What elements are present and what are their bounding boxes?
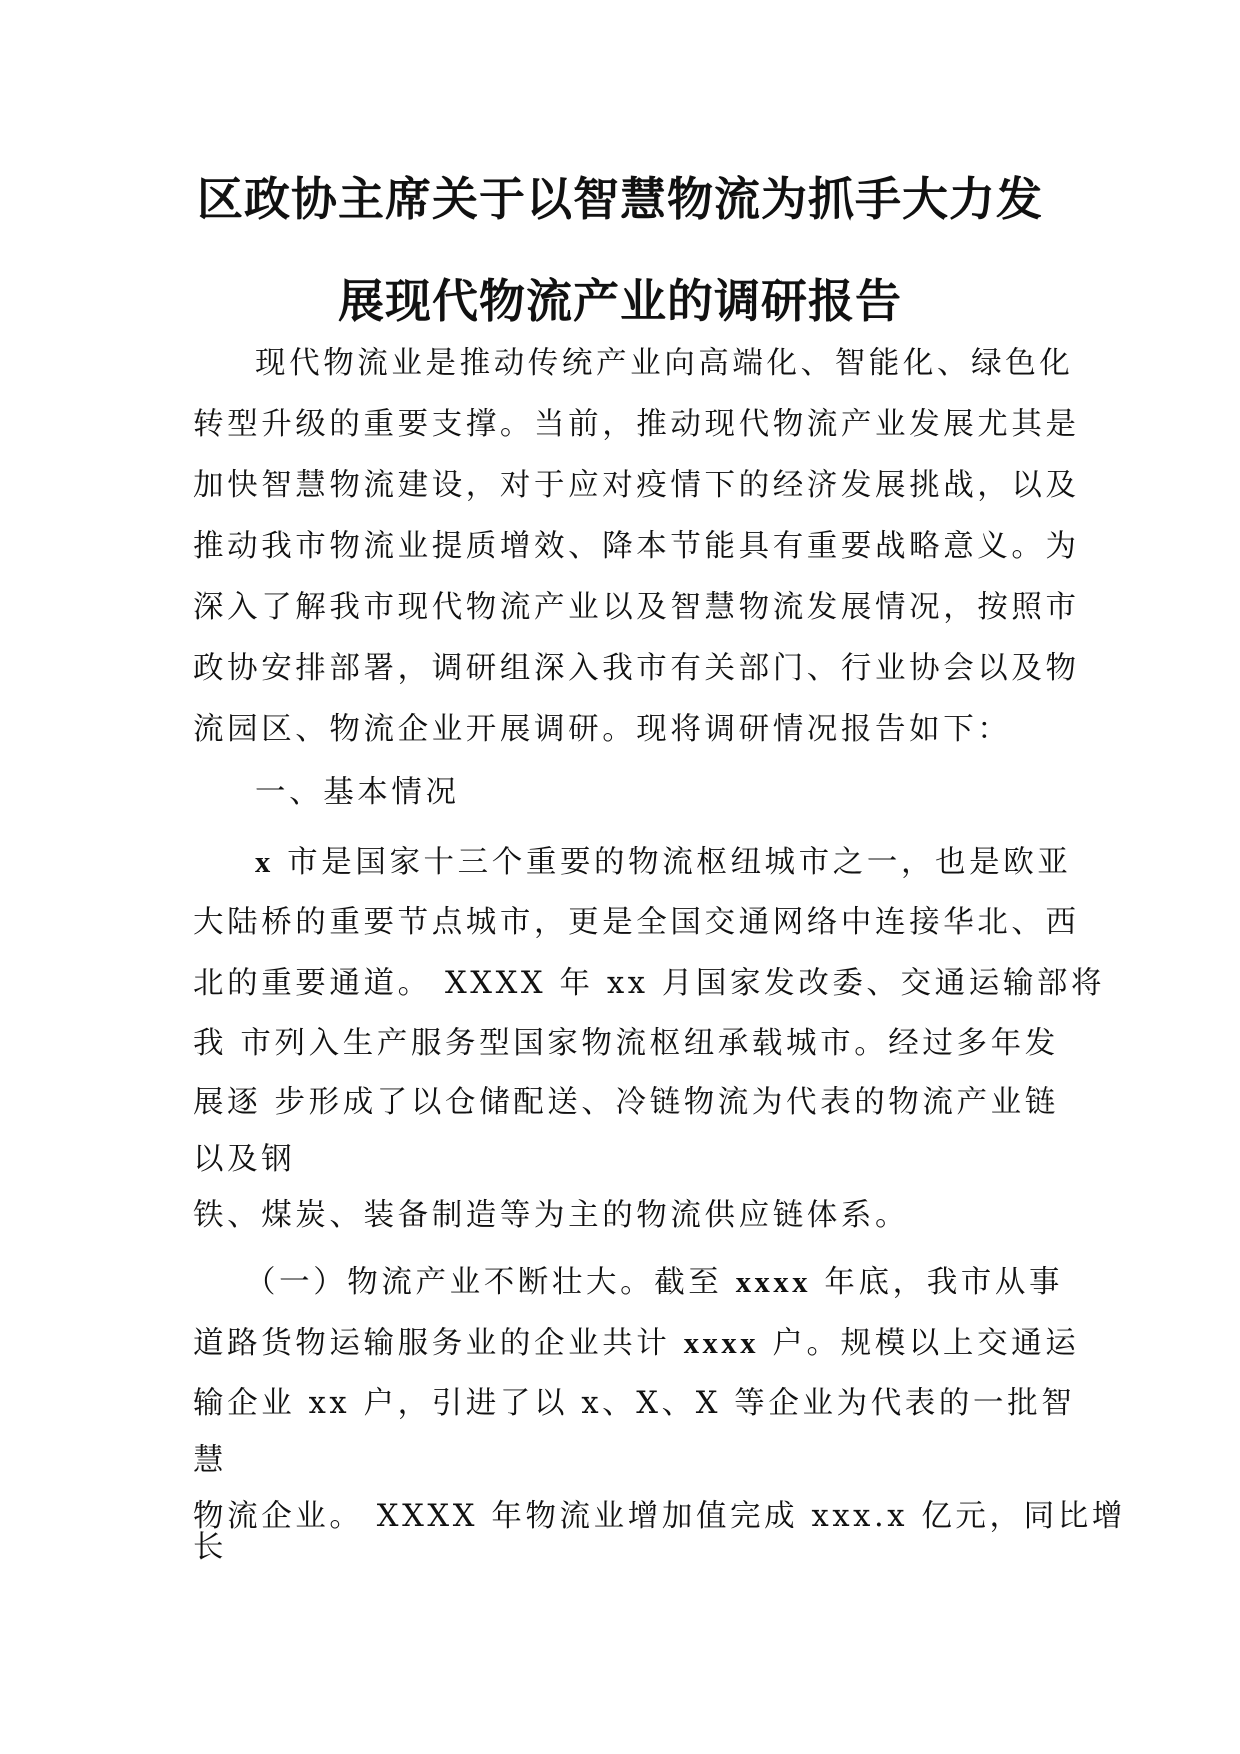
text-line: （一）物流产业不断壮大。截至 xxxx 年底，我市从事 xyxy=(245,1265,1064,1300)
text-line: 以及钢 xyxy=(193,1142,296,1177)
text-line: 输企业 xx 户，引进了以 x、X、X 等企业为代表的一批智 xyxy=(193,1386,1076,1421)
placeholder-count: xxxx xyxy=(683,1326,760,1360)
placeholder-x: x xyxy=(255,845,274,879)
text-line: 长 xyxy=(193,1530,228,1565)
text-line: 政协安排部署，调研组深入我市有关部门、行业协会以及物 xyxy=(193,651,1080,686)
text-line: 铁、煤炭、装备制造等为主的物流供应链体系。 xyxy=(193,1198,910,1233)
text-line: 加快智慧物流建设，对于应对疫情下的经济发展挑战，以及 xyxy=(193,468,1080,503)
text-line: 现代物流业是推动传统产业向高端化、智能化、绿色化 xyxy=(255,346,1074,381)
text-line: 推动我市物流业提质增效、降本节能具有重要战略意义。为 xyxy=(193,529,1080,564)
section-heading: 一、基本情况 xyxy=(255,775,460,810)
text-line: 转型升级的重要支撑。当前，推动现代物流产业发展尤其是 xyxy=(193,407,1080,442)
text-line: 道路货物运输服务业的企业共计 xxxx 户。规模以上交通运 xyxy=(193,1326,1080,1361)
placeholder-year: xxxx xyxy=(735,1265,812,1299)
text-line: 展逐 步形成了以仓储配送、冷链物流为代表的物流产业链 xyxy=(193,1085,1059,1120)
text-line: 流园区、物流企业开展调研。现将调研情况报告如下： xyxy=(193,712,1012,747)
text-line: 物流企业。 XXXX 年物流业增加值完成 xxx.x 亿元，同比增 xyxy=(193,1499,1126,1534)
text-line: 深入了解我市现代物流产业以及智慧物流发展情况，按照市 xyxy=(193,590,1080,625)
text-line: 北的重要通道。 XXXX 年 xx 月国家发改委、交通运输部将 xyxy=(193,966,1106,1001)
document-title-line-1: 区政协主席关于以智慧物流为抓手大力发 xyxy=(197,172,1043,226)
text-line: x 市是国家十三个重要的物流枢纽城市之一，也是欧亚 xyxy=(255,845,1072,880)
text-line: 我 市列入生产服务型国家物流枢纽承载城市。经过多年发 xyxy=(193,1026,1059,1061)
text-line: 慧 xyxy=(193,1443,228,1478)
document-title-line-2: 展现代物流产业的调研报告 xyxy=(338,274,902,328)
text-line: 大陆桥的重要节点城市，更是全国交通网络中连接华北、西 xyxy=(193,905,1080,940)
